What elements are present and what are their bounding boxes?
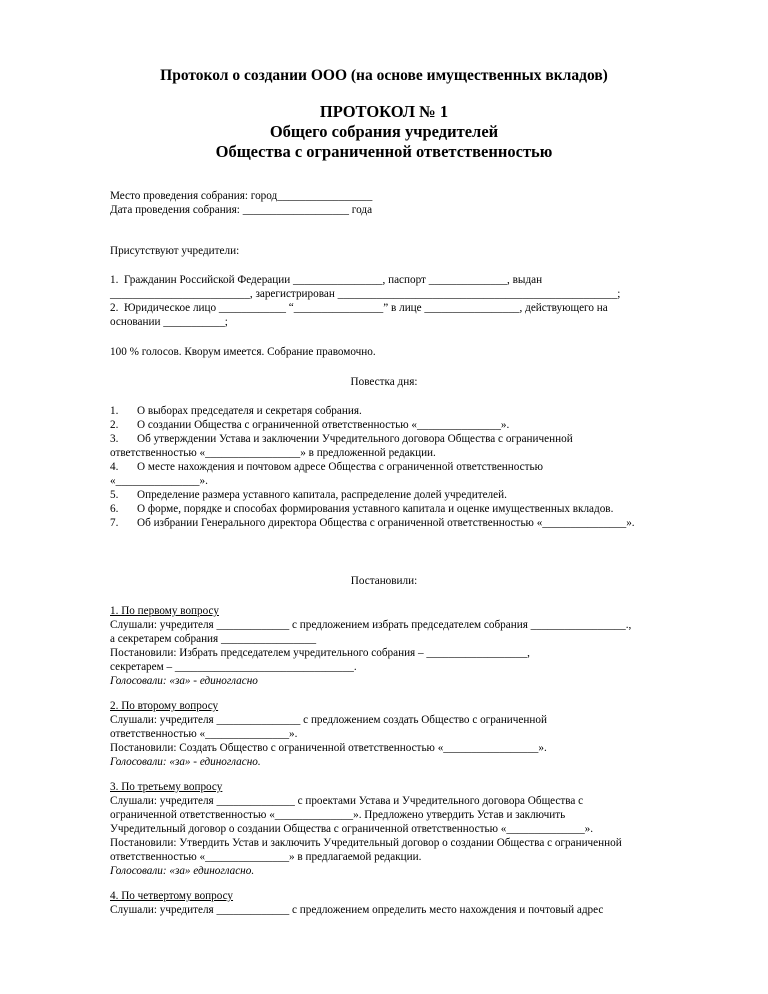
- agenda-item: О форме, порядке и способах формирования уставного капитала и оценке имущественных вкладов.: [137, 503, 614, 515]
- agenda-item: О месте нахождения и почтовом адресе Общества с ограниченной ответственностью: [137, 461, 543, 473]
- question-title: 1. По первому вопросу: [110, 605, 219, 617]
- present-line: 2. Юридическое лицо ____________ “________________” в лице _________________, действующего на: [110, 302, 608, 314]
- agenda-item: Определение размера уставного капитала, распределение долей учредителей.: [137, 489, 507, 501]
- agenda-item: О выборах председателя и секретаря собрания.: [137, 405, 362, 417]
- protocol-number: ПРОТОКОЛ № 1: [319, 102, 449, 121]
- question-title: 2. По второму вопросу: [110, 700, 219, 712]
- agenda-item-number: 3.: [110, 433, 119, 445]
- protocol-company: Общества с ограниченной ответственностью: [215, 142, 553, 161]
- question-line: Слушали: учредителя _____________ с предложением избрать председателем собрания _________________.,: [110, 619, 632, 631]
- question-line: Слушали: учредителя _______________ с предложением создать Общество с ограниченной: [110, 714, 547, 726]
- meeting-date: Дата проведения собрания: ___________________ года: [110, 204, 373, 216]
- question-line: секретарем – ________________________________.: [110, 661, 357, 673]
- agenda-item: Об утверждении Устава и заключении Учредительного договора Общества с ограниченной: [137, 433, 573, 445]
- meeting-place: Место проведения собрания: город_________________: [110, 190, 373, 202]
- agenda-item-number: 6.: [110, 503, 119, 515]
- agenda-item: О создании Общества с ограниченной ответственностью «_______________».: [137, 419, 510, 431]
- vote-result: Голосовали: «за» - единогласно: [110, 675, 258, 687]
- agenda-item-number: 4.: [110, 461, 119, 473]
- question-line: Постановили: Утвердить Устав и заключить Учредительный договор о создании Общества с ограниченной: [110, 837, 622, 849]
- document-title: Протокол о создании ООО (на основе имущественных вкладов): [160, 67, 608, 84]
- present-line: основании ___________;: [110, 316, 228, 328]
- agenda-item-number: 5.: [110, 489, 119, 501]
- protocol-subtitle: Общего собрания учредителей: [269, 122, 499, 141]
- question-line: Учредительный договор о создании Общества с ограниченной ответственностью «______________».: [110, 823, 594, 835]
- agenda-item-cont: «_______________».: [110, 475, 208, 487]
- agenda-item: Об избрании Генерального директора Общества с ограниченной ответственностью «_______________».: [137, 517, 635, 529]
- vote-result: Голосовали: «за» - единогласно.: [110, 756, 261, 768]
- question-line: Постановили: Создать Общество с ограниченной ответственностью «_________________».: [110, 742, 547, 754]
- question-title: 3. По третьему вопросу: [110, 781, 223, 793]
- present-line: _________________________, зарегистрирован __________________________________________________;: [110, 288, 621, 300]
- question-line: Слушали: учредителя _____________ с предложением определить место нахождения и почтовый адрес: [110, 904, 604, 916]
- agenda-item-number: 1.: [110, 405, 119, 417]
- agenda-heading: Повестка дня:: [350, 376, 418, 388]
- present-line: 1. Гражданин Российской Федерации ________________, паспорт ______________, выдан: [110, 274, 543, 286]
- question-line: Постановили: Избрать председателем учредительного собрания – __________________,: [110, 647, 530, 659]
- quorum-text: 100 % голосов. Кворум имеется. Собрание правомочно.: [110, 346, 376, 358]
- question-line: ограниченной ответственностью «______________». Предложено утвердить Устав и заключить: [110, 809, 566, 821]
- question-line: а секретарем собрания _________________: [110, 633, 317, 645]
- resolved-heading: Постановили:: [350, 575, 418, 587]
- vote-result: Голосовали: «за» единогласно.: [110, 865, 255, 877]
- agenda-item-cont: ответственностью «_________________» в предложенной редакции.: [110, 447, 436, 459]
- question-line: ответственностью «_______________» в предлагаемой редакции.: [110, 851, 422, 863]
- present-heading: Присутствуют учредители:: [110, 245, 240, 257]
- agenda-item-number: 7.: [110, 517, 119, 529]
- agenda-item-number: 2.: [110, 419, 119, 431]
- question-line: ответственностью «_______________».: [110, 728, 298, 740]
- question-line: Слушали: учредителя ______________ с проектами Устава и Учредительного договора Общества с: [110, 795, 584, 807]
- question-title: 4. По четвертому вопросу: [110, 890, 234, 902]
